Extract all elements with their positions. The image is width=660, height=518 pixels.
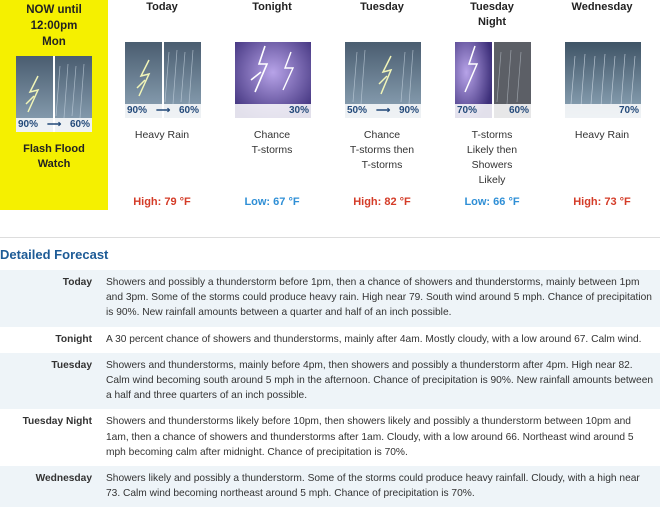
alert-when-line: NOW until xyxy=(26,4,82,16)
pop-left: 70% xyxy=(457,105,478,116)
forecast-row xyxy=(0,409,660,466)
pop-left: 90% xyxy=(127,105,148,116)
desc-line: T-storms xyxy=(361,159,403,171)
period-name: Tuesday xyxy=(360,1,404,13)
period-short-desc xyxy=(548,128,656,143)
desc-line: Showers xyxy=(471,159,513,171)
arrow-icon: ⟶ xyxy=(156,105,171,116)
desc-line: T-storms xyxy=(471,129,513,141)
thunderstorm-night-icon xyxy=(235,42,311,118)
pop-right: 90% xyxy=(398,105,419,116)
thunderstorm-showers-night-icon xyxy=(455,42,531,118)
forecast-row xyxy=(0,466,660,507)
desc-line: Heavy Rain xyxy=(134,129,190,141)
pop-right: 30% xyxy=(288,105,309,116)
period-temp: High: 79 °F xyxy=(133,196,191,208)
forecast-row xyxy=(0,353,660,410)
period-today[interactable] xyxy=(108,0,216,208)
forecast-row-text: Showers and possibly a thunderstorm before 1pm, then a chance of showers and thunderstorms, mainly between 1pm and 3pm. Some of the storms could produce heavy rain. High near 79. South wind around 5 mph. Chance of precipitation is 90%. New rainfall amounts between a quarter and half of an inch possible. xyxy=(106,277,652,319)
pop-right: 60% xyxy=(178,105,199,116)
precip-chance xyxy=(345,104,421,118)
forecast-row-period: Tuesday xyxy=(51,359,92,371)
period-temp: High: 73 °F xyxy=(573,196,631,208)
alert-label-line: Flash Flood xyxy=(23,143,85,155)
detailed-forecast-table xyxy=(0,270,660,507)
period-name-line: Tuesday xyxy=(470,1,514,13)
period-temp: Low: 66 °F xyxy=(464,196,520,208)
desc-line: Likely xyxy=(478,174,506,186)
alert-label-line: Watch xyxy=(37,158,71,170)
period-tuesday-night[interactable] xyxy=(438,0,546,208)
desc-line: T-storms xyxy=(251,144,293,156)
pop-right: 70% xyxy=(618,105,639,116)
period-name-line: Night xyxy=(477,16,507,28)
period-short-desc xyxy=(218,128,326,158)
desc-line: T-storms then xyxy=(349,144,415,156)
period-name: Tonight xyxy=(252,1,292,13)
thunderstorm-rain-icon xyxy=(125,42,201,118)
pop-left: 50% xyxy=(347,105,368,116)
forecast-row-text: Showers likely and possibly a thunderstorm. Some of the storms could produce heavy rainfall. Cloudy, with a high near 73. Calm wind becoming northeast around 5 mph. Chance of precipitation is 70%. xyxy=(106,473,640,500)
section-divider xyxy=(0,237,660,238)
period-tonight[interactable] xyxy=(218,0,326,208)
period-wednesday[interactable] xyxy=(548,0,656,208)
desc-line: Chance xyxy=(363,129,401,141)
alert-when-line: 12:00pm xyxy=(30,20,78,32)
precip-chance xyxy=(455,104,531,118)
period-tuesday[interactable] xyxy=(328,0,436,208)
precip-chance xyxy=(125,104,201,118)
period-name: Wednesday xyxy=(571,1,633,13)
forecast-tombstones xyxy=(0,0,660,225)
period-short-desc xyxy=(328,128,436,173)
desc-line: Chance xyxy=(253,129,291,141)
thunderstorm-rain-icon xyxy=(16,56,92,132)
forecast-row xyxy=(0,327,660,353)
period-short-desc xyxy=(438,128,546,188)
forecast-row-period: Tonight xyxy=(55,333,92,345)
flash-flood-alert[interactable] xyxy=(0,0,108,210)
alert-timeframe xyxy=(0,2,108,50)
forecast-row-period: Tuesday Night xyxy=(22,416,92,428)
forecast-row-period: Wednesday xyxy=(35,473,92,485)
pop-from: 90% xyxy=(18,119,39,130)
arrow-icon: ⟶ xyxy=(376,105,391,116)
precip-chance xyxy=(235,104,311,118)
period-temp: Low: 67 °F xyxy=(244,196,300,208)
arrow-icon: ⟶ xyxy=(47,119,62,130)
alert-label xyxy=(0,142,108,172)
desc-line: Heavy Rain xyxy=(574,129,630,141)
forecast-row-text: Showers and thunderstorms likely before 10pm, then showers likely and possibly a thunderstorm between 10pm and 1am, then a chance of showers and thunderstorms after 1am. Cloudy, with a low around 66. Northeast wind around 5 mph becoming calm after midnight. Chance of precipitation is 70%. xyxy=(106,416,634,458)
forecast-row-text: Showers and thunderstorms, mainly before 4pm, then showers and possibly a thunderstorm after 4pm. High near 82. Calm wind becoming south around 5 mph in the afternoon. Chance of precipitation is 90%. New rainfall amounts between a half and three quarters of an inch possible. xyxy=(106,359,654,402)
precip-chance xyxy=(16,118,92,132)
period-short-desc xyxy=(108,128,216,143)
forecast-row-period: Today xyxy=(62,277,92,288)
period-name xyxy=(438,0,546,32)
forecast-row xyxy=(0,270,660,327)
pop-to: 60% xyxy=(69,119,90,130)
detailed-forecast-title: Detailed Forecast xyxy=(0,247,109,262)
period-name: Today xyxy=(146,1,178,13)
pop-right: 60% xyxy=(508,105,529,116)
forecast-row-text: A 30 percent chance of showers and thunderstorms, mainly after 4am. Mostly cloudy, with a low around 67. Calm wind. xyxy=(106,333,642,345)
alert-when-line: Mon xyxy=(42,36,66,48)
thunderstorm-rain-icon xyxy=(345,42,421,118)
precip-chance xyxy=(565,104,641,118)
period-temp: High: 82 °F xyxy=(353,196,411,208)
rain-icon xyxy=(565,42,641,118)
desc-line: Likely then xyxy=(466,144,518,156)
